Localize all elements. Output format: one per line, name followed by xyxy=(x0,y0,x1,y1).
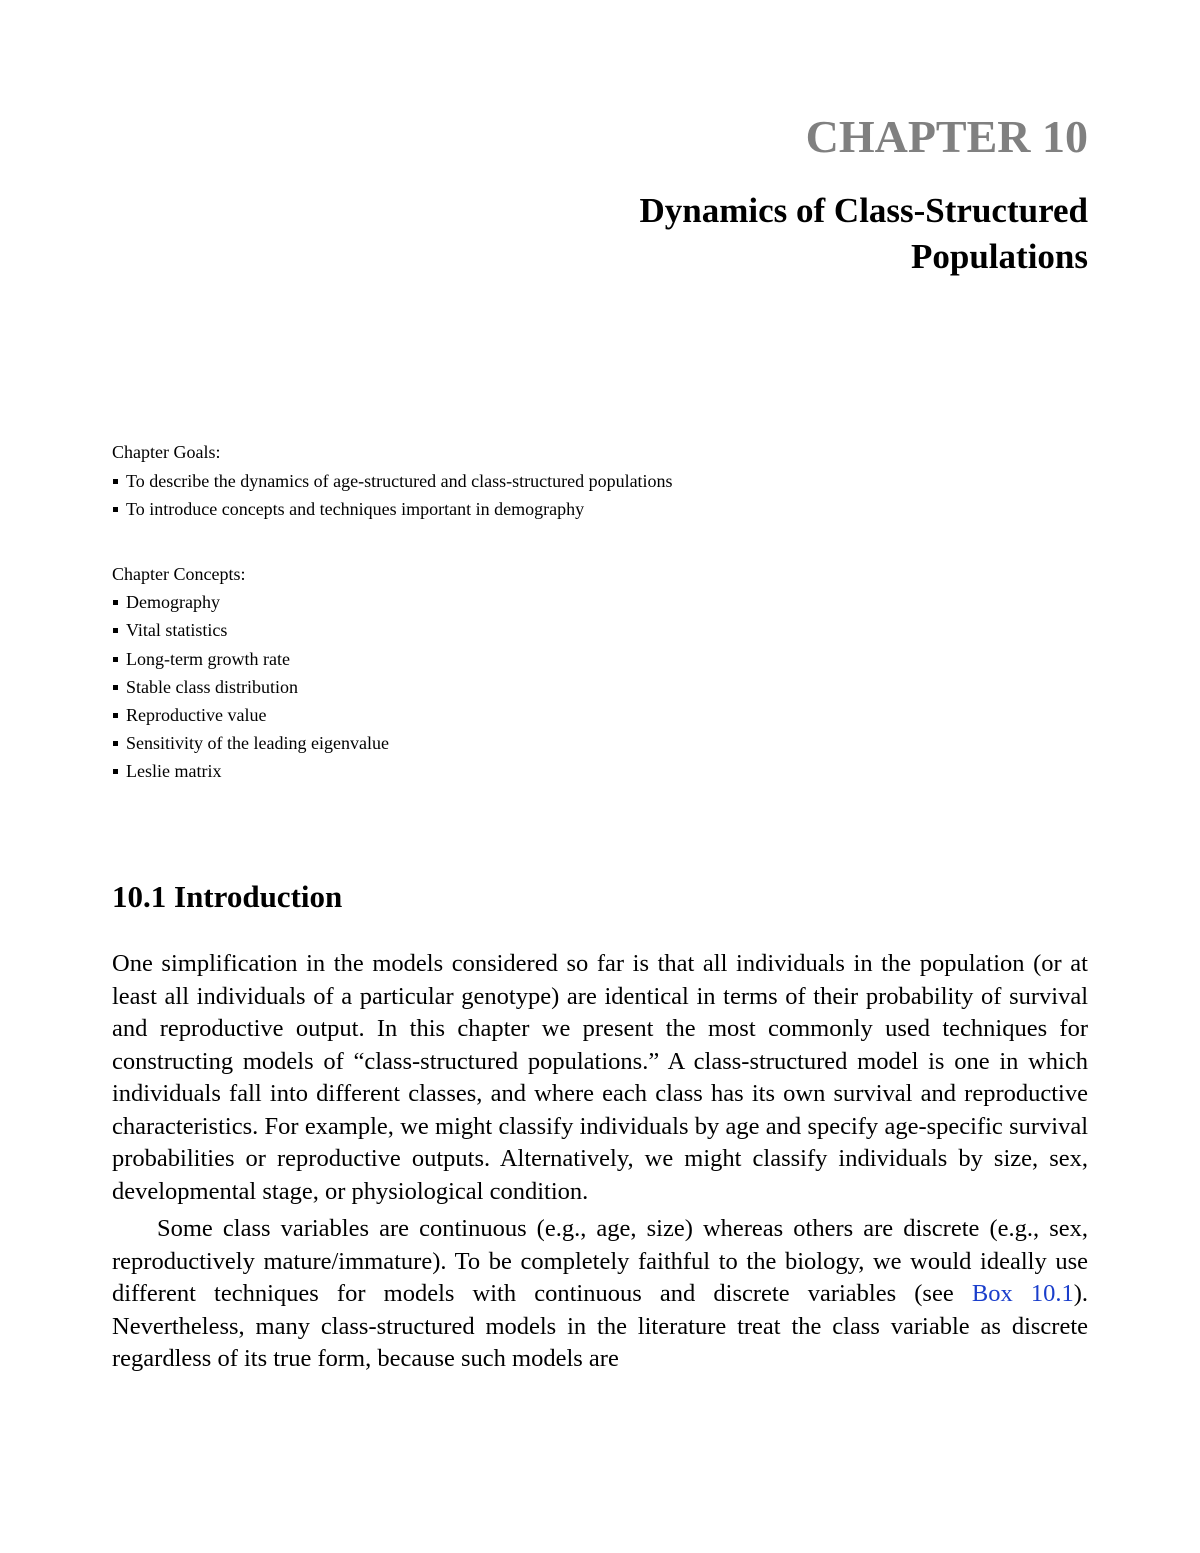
box-10-1-link[interactable]: Box 10.1 xyxy=(971,1280,1074,1307)
list-item: Reproductive value xyxy=(112,701,389,729)
chapter-title-line-1: Dynamics of Class-Structured xyxy=(639,191,1088,230)
list-item: Sensitivity of the leading eigenvalue xyxy=(112,729,389,757)
chapter-concepts xyxy=(112,560,389,786)
paragraph-2-text-start: Some class variables are continuous (e.g., age, size) whereas others are discrete (e.g., sex, reproductively mature/immature). To be completely faithful to the biology, we would ideally use different techniques for models with continuous and discrete variables (see xyxy=(112,1215,1088,1307)
list-item: Long-term growth rate xyxy=(112,645,389,673)
chapter-concepts-heading: Chapter Concepts: xyxy=(112,564,246,584)
list-item: Stable class distribution xyxy=(112,673,389,701)
list-item: Vital statistics xyxy=(112,616,389,644)
section-heading: 10.1 Introduction xyxy=(112,879,343,914)
chapter-goals-list xyxy=(112,467,673,524)
chapter-concepts-list xyxy=(112,588,389,785)
chapter-goals-heading: Chapter Goals: xyxy=(112,442,221,462)
list-item: Demography xyxy=(112,588,389,616)
chapter-label: CHAPTER 10 xyxy=(805,111,1088,162)
body-paragraph-1: One simplification in the models considered so far is that all individuals in the population (or at least all individuals of a particular genotype) are identical in terms of their probability of survival and reproductive output. In this chapter we present the most commonly used techniques for constructing models of “class-structured populations.” A class-structured model is one in which individuals fall into different classes, and where each class has its own survival and reproductive characteristics. For example, we might classify individuals by age and specify age-specific survival probabilities or reproductive outputs. Alternatively, we might classify individuals by size, sex, developmental stage, or physiological condition. xyxy=(112,950,1088,1205)
chapter-goals xyxy=(112,438,673,524)
body-paragraph-2 xyxy=(112,1213,1088,1376)
section-body xyxy=(112,948,1088,1376)
paragraph-2-text-end: ). Nevertheless, many class-structured models in the literature treat the class variable as discrete regardless of its true form, because such models are xyxy=(112,1280,1089,1372)
chapter-title xyxy=(388,188,1088,280)
chapter-title-line-2: Populations xyxy=(911,237,1088,276)
list-item: To introduce concepts and techniques important in demography xyxy=(112,495,673,524)
list-item: Leslie matrix xyxy=(112,757,389,785)
list-item: To describe the dynamics of age-structured and class-structured populations xyxy=(112,467,673,496)
